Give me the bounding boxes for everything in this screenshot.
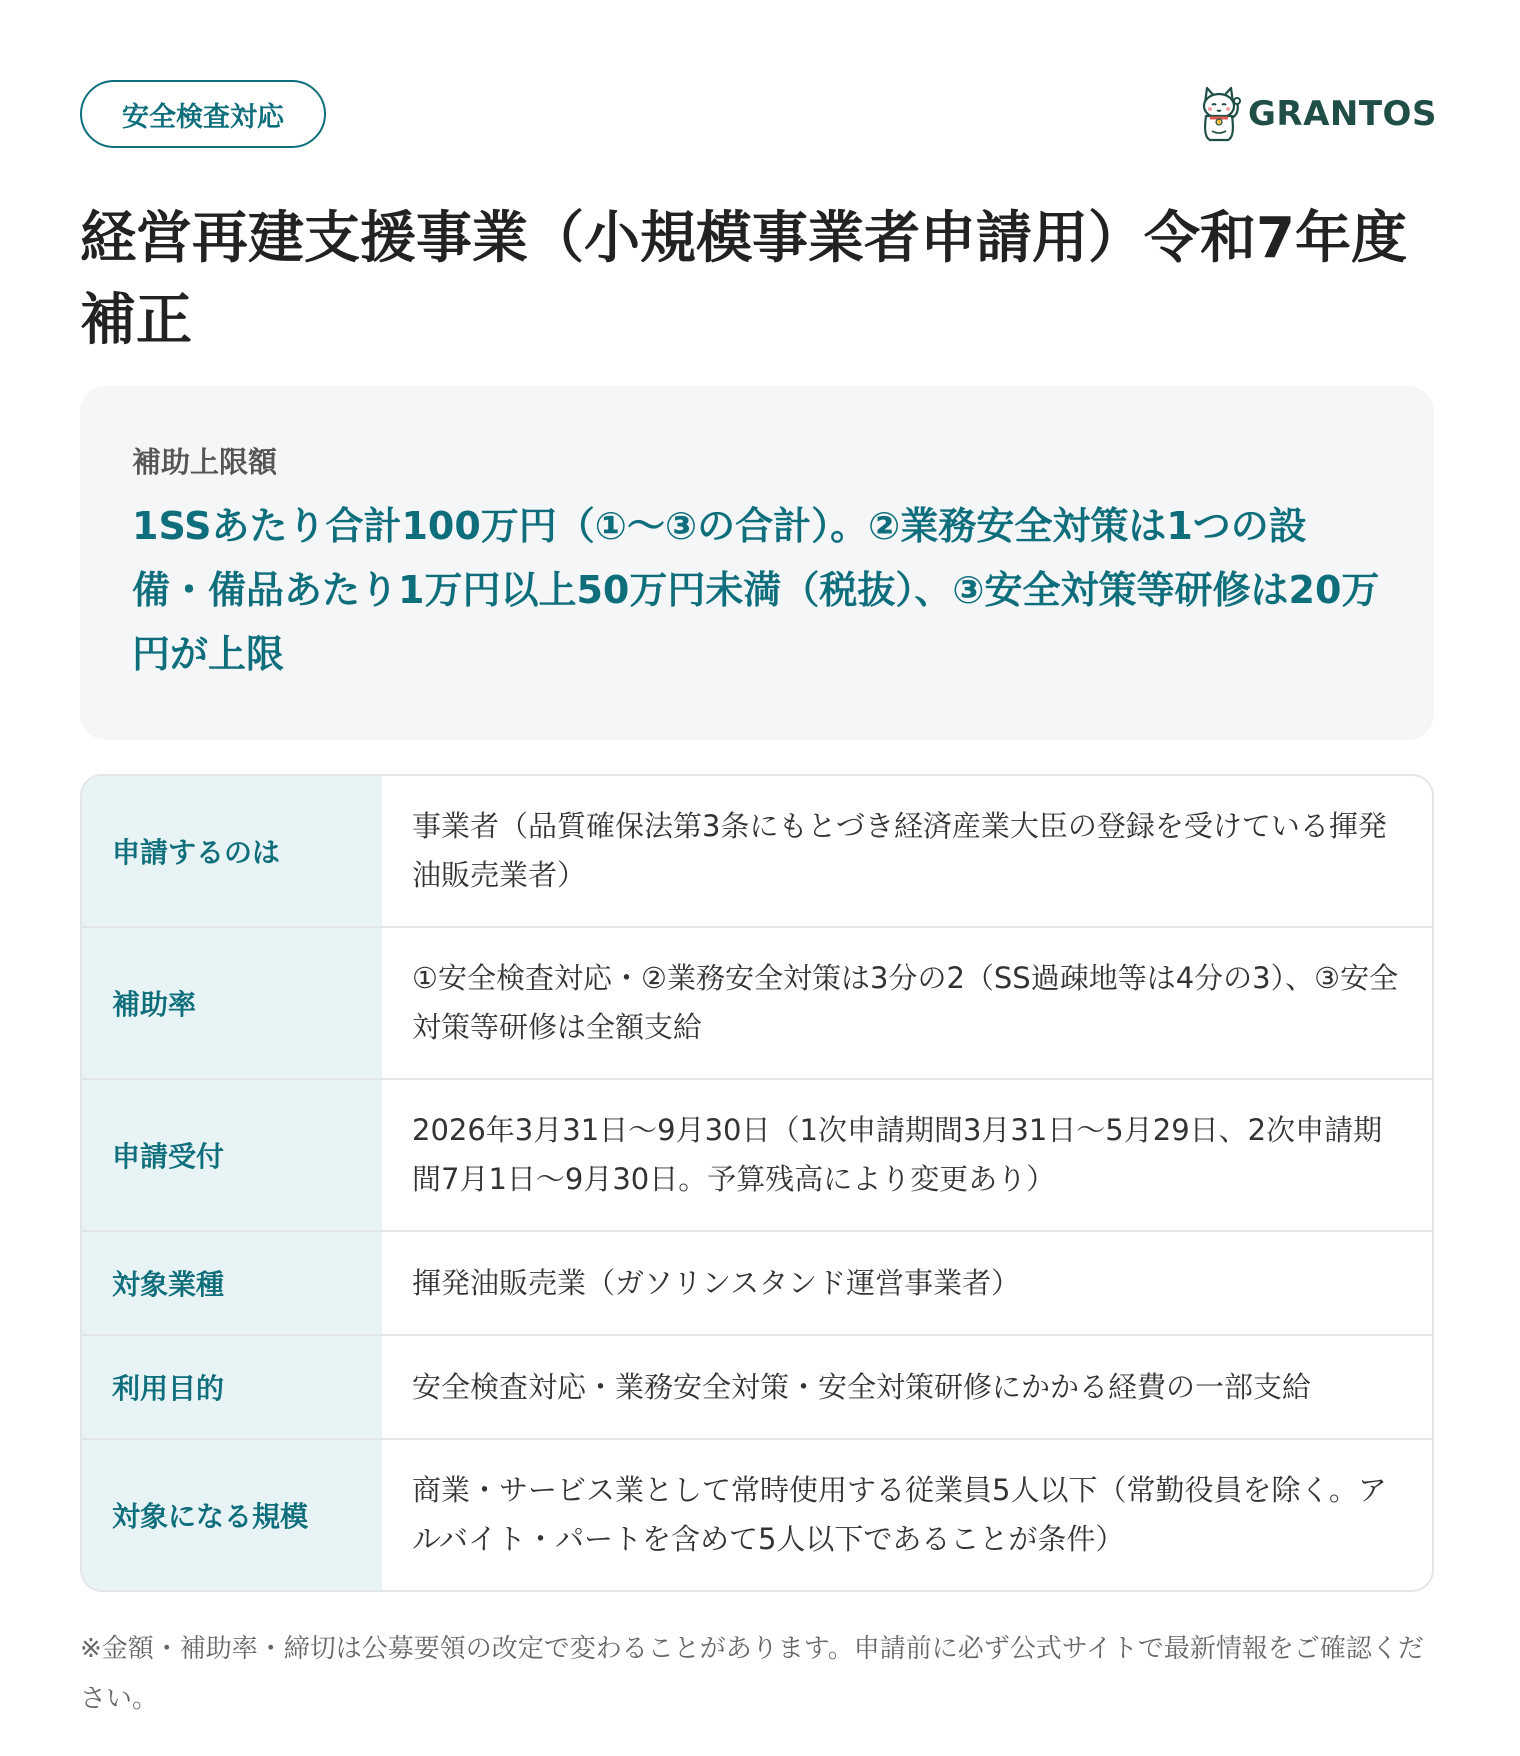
disclaimer-note: ※金額・補助率・締切は公募要領の改定で変わることがあります。申請前に必ず公式サイトで最新情報をご確認ください。 <box>80 1634 1424 1714</box>
row-label: 申請受付 <box>82 1080 382 1230</box>
category-tag: 安全検査対応 <box>80 80 326 148</box>
row-value: ①安全検査対応・②業務安全対策は3分の2（SS過疎地等は4分の3）、③安全対策等研修は全額支給 <box>412 961 1399 1044</box>
row-label: 申請するのは <box>82 776 382 926</box>
maneki-neko-cat-icon <box>1196 85 1242 143</box>
row-label: 利用目的 <box>82 1336 382 1438</box>
row-value: 商業・サービス業として常時使用する従業員5人以下（常勤役員を除く。アルバイト・パートを含めて5人以下であることが条件） <box>412 1473 1387 1556</box>
table-row <box>82 776 1432 926</box>
row-value: 2026年3月31日〜9月30日（1次申請期間3月31日〜5月29日、2次申請期間7月1日〜9月30日。予算残高により変更あり） <box>412 1113 1383 1196</box>
brand-name: GRANTOS <box>1248 94 1437 134</box>
row-label: 補助率 <box>82 928 382 1078</box>
row-value: 揮発油販売業（ガソリンスタンド運営事業者） <box>412 1265 1021 1300</box>
row-value: 事業者（品質確保法第3条にもとづき経済産業大臣の登録を受けている揮発油販売業者） <box>412 809 1387 892</box>
table-row <box>82 1334 1432 1438</box>
subsidy-cap-value: 1SSあたり合計100万円（①〜③の合計）。②業務安全対策は1つの設備・備品あたり1万円以上50万円未満（税抜）、③安全対策等研修は20万円が上限 <box>132 504 1380 676</box>
info-table <box>80 774 1434 1592</box>
table-row <box>82 1438 1432 1590</box>
row-value: 安全検査対応・業務安全対策・安全対策研修にかかる経費の一部支給 <box>412 1369 1312 1404</box>
subsidy-cap-box <box>80 386 1434 740</box>
brand-logo[interactable] <box>1196 84 1437 144</box>
row-label: 対象になる規模 <box>82 1440 382 1590</box>
subsidy-cap-label: 補助上限額 <box>132 445 278 479</box>
row-label: 対象業種 <box>82 1232 382 1334</box>
page-title: 経営再建支援事業（小規模事業者申請用）令和7年度補正 <box>80 206 1407 353</box>
table-row <box>82 1230 1432 1334</box>
table-row <box>82 926 1432 1078</box>
table-row <box>82 1078 1432 1230</box>
